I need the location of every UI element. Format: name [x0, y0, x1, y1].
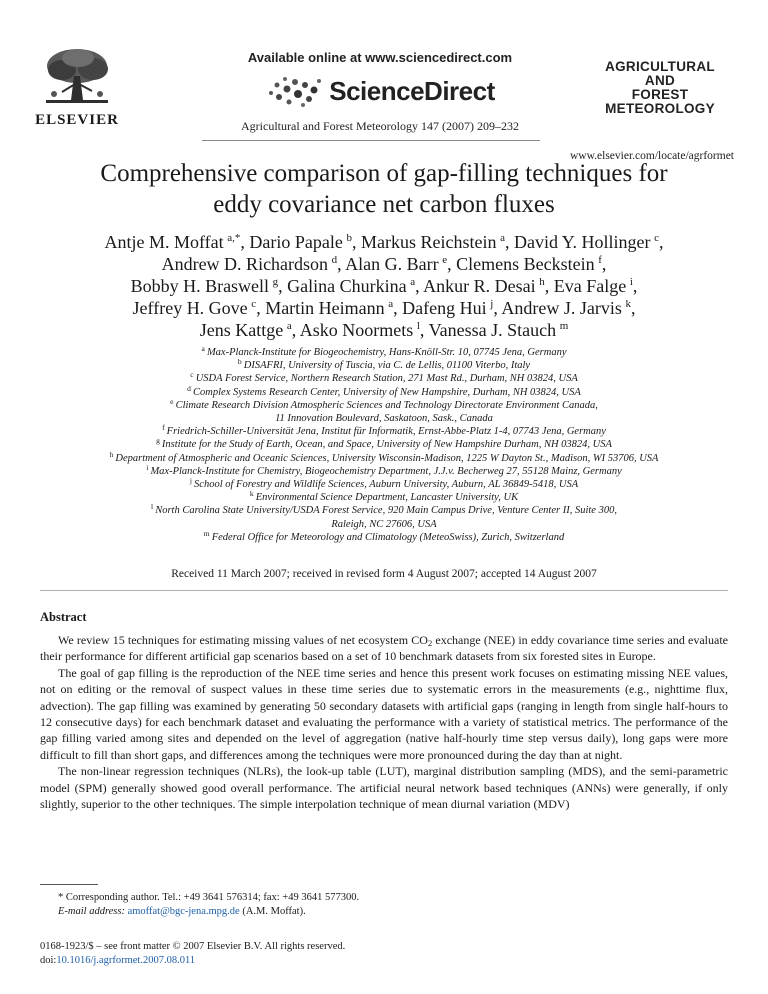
abstract-paragraph: The non-linear regression techniques (NLRs), the look-up table (LUT), marginal distribution sampling (MDS), and the semi-parametric model (SPM) generally showed good overall performance. The artificial neural network based techniques (ANNs) were generally, if only slightly, superior to the other techniques. The simple interpolation technique of mean diurnal variation (MDV)	[40, 764, 728, 812]
author-name: Dafeng Hui	[402, 298, 487, 318]
journal-logo[interactable]	[585, 60, 735, 116]
email-link[interactable]: amoffat@bgc-jena.mpg.de	[127, 906, 240, 917]
corresponding-author-footnote	[58, 891, 728, 919]
author-list	[44, 231, 724, 341]
author-affiliation-link[interactable]: g	[272, 276, 279, 288]
abstract-heading: Abstract	[40, 610, 87, 624]
author-name: Jeffrey H. Gove	[132, 298, 248, 318]
author-line: Jens Kattge $^a$, Asko Noormets $^l$, Vanessa J. Stauch $^m$	[199, 320, 569, 340]
affiliation-text: Department of Atmospheric and Oceanic Sciences, University Wisconsin-Madison, 1225 W Dayton St., Madison, WI 53706, USA	[115, 452, 659, 464]
affiliation-text: North Carolina State University/USDA Forest Service, 920 Main Campus Drive, Venture Center II, Suite 300,	[155, 505, 617, 517]
abstract-divider	[40, 590, 728, 591]
author-name: Antje M. Moffat	[104, 232, 224, 252]
abstract-paragraph: The goal of gap filling is the reproduction of the NEE time series and hence this present work focuses on estimating missing NEE values, not on editing or the removal of suspect values in these time series due to systematic errors in the measurements (e.g., nighttime flux, advection). The gap filling was examined by generating 50 secondary datasets with artificial gaps (ranging in length from single half-hours to 12 consecutive days) for each benchmark dataset and evaluating the performance with a variety of statistical metrics. The performance of the gap filling varied among sites and depended on the level of aggregation (native half-hourly time step versus daily), long gaps were more difficult to fill than short gaps, and differences among the techniques were more pronounced during the day than at night.	[40, 665, 728, 762]
affiliation-text: Environmental Science Department, Lancaster University, UK	[255, 492, 519, 504]
author-affiliation-link[interactable]: h	[539, 276, 545, 288]
affiliation-text: Raleigh, NC 27606, USA	[331, 518, 437, 530]
footnote-line	[58, 905, 728, 919]
author-affiliation-link[interactable]: a	[410, 276, 416, 288]
author-affiliation-link[interactable]: a	[388, 298, 394, 310]
author-affiliation-link[interactable]: b	[346, 232, 352, 244]
affiliation-text: USDA Forest Service, Northern Research Station, 271 Mast Rd., Durham, NH 03824, USA	[195, 373, 578, 385]
title-line-1: Comprehensive comparison of gap-filling techniques for	[100, 160, 668, 187]
footnote-divider	[40, 884, 98, 885]
affiliation-marker: m	[203, 528, 210, 538]
affiliation	[20, 491, 748, 504]
affiliation	[20, 346, 748, 359]
author-affiliation-link[interactable]: l	[416, 320, 420, 332]
affiliation	[20, 372, 748, 385]
affiliation-text: DISAFRI, University of Tuscia, via C. de Lellis, 01100 Viterbo, Italy	[243, 360, 531, 372]
affiliation	[20, 449, 748, 465]
received-dates: Received 11 March 2007; received in revised form 4 August 2007; accepted 14 August 2007	[171, 568, 597, 580]
author-affiliation-link[interactable]: c	[251, 298, 257, 310]
affiliation-text: Friedrich-Schiller-Universität Jena, Institut für Informatik, Ernst-Abbe-Platz 1-4, 07743 Jena, Germany	[166, 426, 606, 438]
sciencedirect-wordmark: ScienceDirect	[329, 75, 495, 106]
affiliation-marker: e	[170, 396, 174, 406]
author-name: Andrew D. Richardson	[161, 254, 329, 274]
author-affiliation-link[interactable]: a	[500, 232, 505, 244]
sciencedirect-logo[interactable]	[200, 73, 560, 109]
journal-name-line-4: METEOROLOGY	[605, 101, 715, 116]
affiliation-text: Max-Planck-Institute for Biogeochemistry, Hans-Knöll-Str. 10, 07745 Jena, Germany	[206, 347, 567, 358]
sciencedirect-dots-icon	[265, 73, 323, 109]
affiliation-text: Max-Planck-Institute for Chemistry, Biogeochemistry Department, J.J.v. Becherweg 27, 55128 Mainz, Germany	[150, 465, 622, 477]
abstract-text: We review 15 techniques for estimating missing values of net ecosystem CO	[58, 633, 428, 647]
email-label: E-mail address:	[58, 906, 125, 917]
affiliation-continuation	[20, 518, 748, 531]
copyright-line: 0168-1923/$ – see front matter © 2007 Elsevier B.V. All rights reserved.	[40, 941, 346, 952]
author-name: Clemens Beckstein	[456, 254, 595, 274]
author-name: Bobby H. Braswell	[130, 276, 270, 296]
elsevier-logo[interactable]	[22, 46, 132, 129]
affiliation	[20, 359, 748, 372]
abstract-text: exchange (NEE) in eddy covariance time series and evaluate their performance for different artificial gap scenarios based on a set of 10 benchmark datasets from six forested sites in Europe.	[40, 633, 728, 664]
doi-link[interactable]: 10.1016/j.agrformet.2007.08.011	[56, 955, 196, 966]
author-line: Antje M. Moffat $^{a,*}$, Dario Papale $^b$, Markus Reichstein $^a$, David Y. Hollinger $^c$,	[104, 232, 664, 252]
affiliation-marker: d	[187, 383, 191, 393]
affiliation-marker: i	[146, 462, 149, 472]
author-affiliation-link[interactable]: d	[331, 254, 338, 266]
affiliation-marker: k	[249, 489, 254, 499]
author-name: Jens Kattge	[199, 320, 284, 340]
footnote-marker: *	[58, 892, 64, 903]
journal-name-line-2: AND	[644, 73, 676, 88]
header-divider	[202, 140, 540, 141]
page-header	[0, 0, 768, 145]
affiliation	[20, 528, 748, 544]
author-name: Markus Reichstein	[361, 232, 497, 252]
author-affiliation-link[interactable]: a,*	[227, 232, 241, 244]
footnote-line	[58, 891, 728, 905]
affiliation-marker: l	[151, 502, 154, 512]
publisher-name: ELSEVIER	[35, 112, 119, 128]
author-affiliation-link[interactable]: j	[490, 298, 494, 310]
author-name: Asko Noormets	[299, 320, 414, 340]
affiliation-marker: a	[201, 344, 205, 353]
elsevier-tree-icon	[38, 46, 116, 108]
title-line-2: eddy covariance net carbon fluxes	[213, 191, 555, 218]
author-line: Bobby H. Braswell $^g$, Galina Churkina $^a$, Ankur R. Desai $^h$, Eva Falge $^i$,	[130, 276, 638, 296]
affiliation-marker: j	[189, 476, 192, 486]
author-affiliation-link[interactable]: f	[598, 254, 602, 266]
author-affiliation-link[interactable]: e	[442, 254, 448, 266]
affiliation-text: School of Forestry and Wildlife Sciences, Auburn University, Auburn, AL 36849-5418, USA	[194, 479, 579, 491]
affiliation-marker: f	[162, 423, 165, 433]
affiliation-marker: h	[109, 449, 114, 459]
affiliation-text: Climate Research Division Atmospheric Sciences and Technology Directorate Environment Canada,	[175, 399, 598, 411]
author-line: Jeffrey H. Gove $^c$, Martin Heimann $^a$, Dafeng Hui $^j$, Andrew J. Jarvis $^k$,	[132, 298, 636, 318]
author-name: Eva Falge	[553, 276, 627, 296]
author-name: Andrew J. Jarvis	[501, 298, 622, 318]
affiliation-list	[20, 346, 748, 544]
doi-line	[40, 954, 728, 968]
author-affiliation-link[interactable]: k	[625, 298, 631, 310]
affiliation	[20, 504, 748, 517]
journal-name-line-1: AGRICULTURAL	[605, 59, 715, 74]
affiliation	[20, 462, 748, 478]
affiliation	[20, 383, 748, 399]
author-name: Galina Churkina	[287, 276, 407, 296]
footnote-suffix: (A.M. Moffat).	[242, 906, 306, 917]
affiliation-text: Complex Systems Research Center, University of New Hampshire, Durham, NH 03824, USA	[193, 386, 581, 398]
author-name: Alan G. Barr	[345, 254, 439, 274]
author-affiliation-link[interactable]: c	[654, 232, 659, 244]
affiliation-text: Federal Office for Meteorology and Climatology (MeteoSwiss), Zurich, Switzerland	[211, 531, 565, 543]
article-title	[60, 158, 708, 220]
journal-name-line-3: FOREST	[631, 87, 689, 102]
journal-url-link[interactable]: www.elsevier.com/locate/agrformet	[569, 150, 735, 162]
sciencedirect-banner	[200, 50, 560, 134]
affiliation	[20, 438, 748, 451]
doi-label: doi:	[40, 955, 57, 966]
author-name: Ankur R. Desai	[423, 276, 536, 296]
subscript: 2	[427, 638, 433, 648]
affiliation	[20, 396, 748, 412]
abstract-paragraph	[40, 632, 728, 665]
affiliation-continuation	[20, 412, 748, 425]
author-affiliation-link[interactable]: a	[286, 320, 292, 332]
affiliation	[20, 425, 748, 438]
affiliation-marker: c	[190, 370, 194, 380]
author-name: Martin Heimann	[265, 298, 385, 318]
affiliation-marker: g	[156, 436, 160, 446]
author-name: Dario Papale	[249, 232, 343, 252]
author-name: Vanessa J. Stauch	[428, 320, 557, 340]
footnote-text: Corresponding author. Tel.: +49 3641 576314; fax: +49 3641 577300.	[65, 892, 360, 903]
abstract-body	[40, 632, 728, 812]
author-line: Andrew D. Richardson $^d$, Alan G. Barr $^e$, Clemens Beckstein $^f$,	[161, 254, 607, 274]
affiliation	[20, 478, 748, 491]
journal-reference: Agricultural and Forest Meteorology 147 (2007) 209–232	[241, 119, 519, 133]
available-online-text[interactable]: Available online at www.sciencedirect.com	[247, 50, 513, 65]
copyright-block	[40, 940, 728, 968]
affiliation-text: Institute for the Study of Earth, Ocean, and Space, University of New Hampshire Durham, NH 03824, USA	[161, 439, 612, 451]
author-affiliation-link[interactable]: i	[629, 276, 633, 288]
affiliation-text: 11 Innovation Boulevard, Saskatoon, Sask., Canada	[275, 413, 493, 425]
affiliation-marker: b	[237, 357, 242, 367]
author-affiliation-link[interactable]: m	[559, 320, 569, 332]
author-name: David Y. Hollinger	[513, 232, 651, 252]
